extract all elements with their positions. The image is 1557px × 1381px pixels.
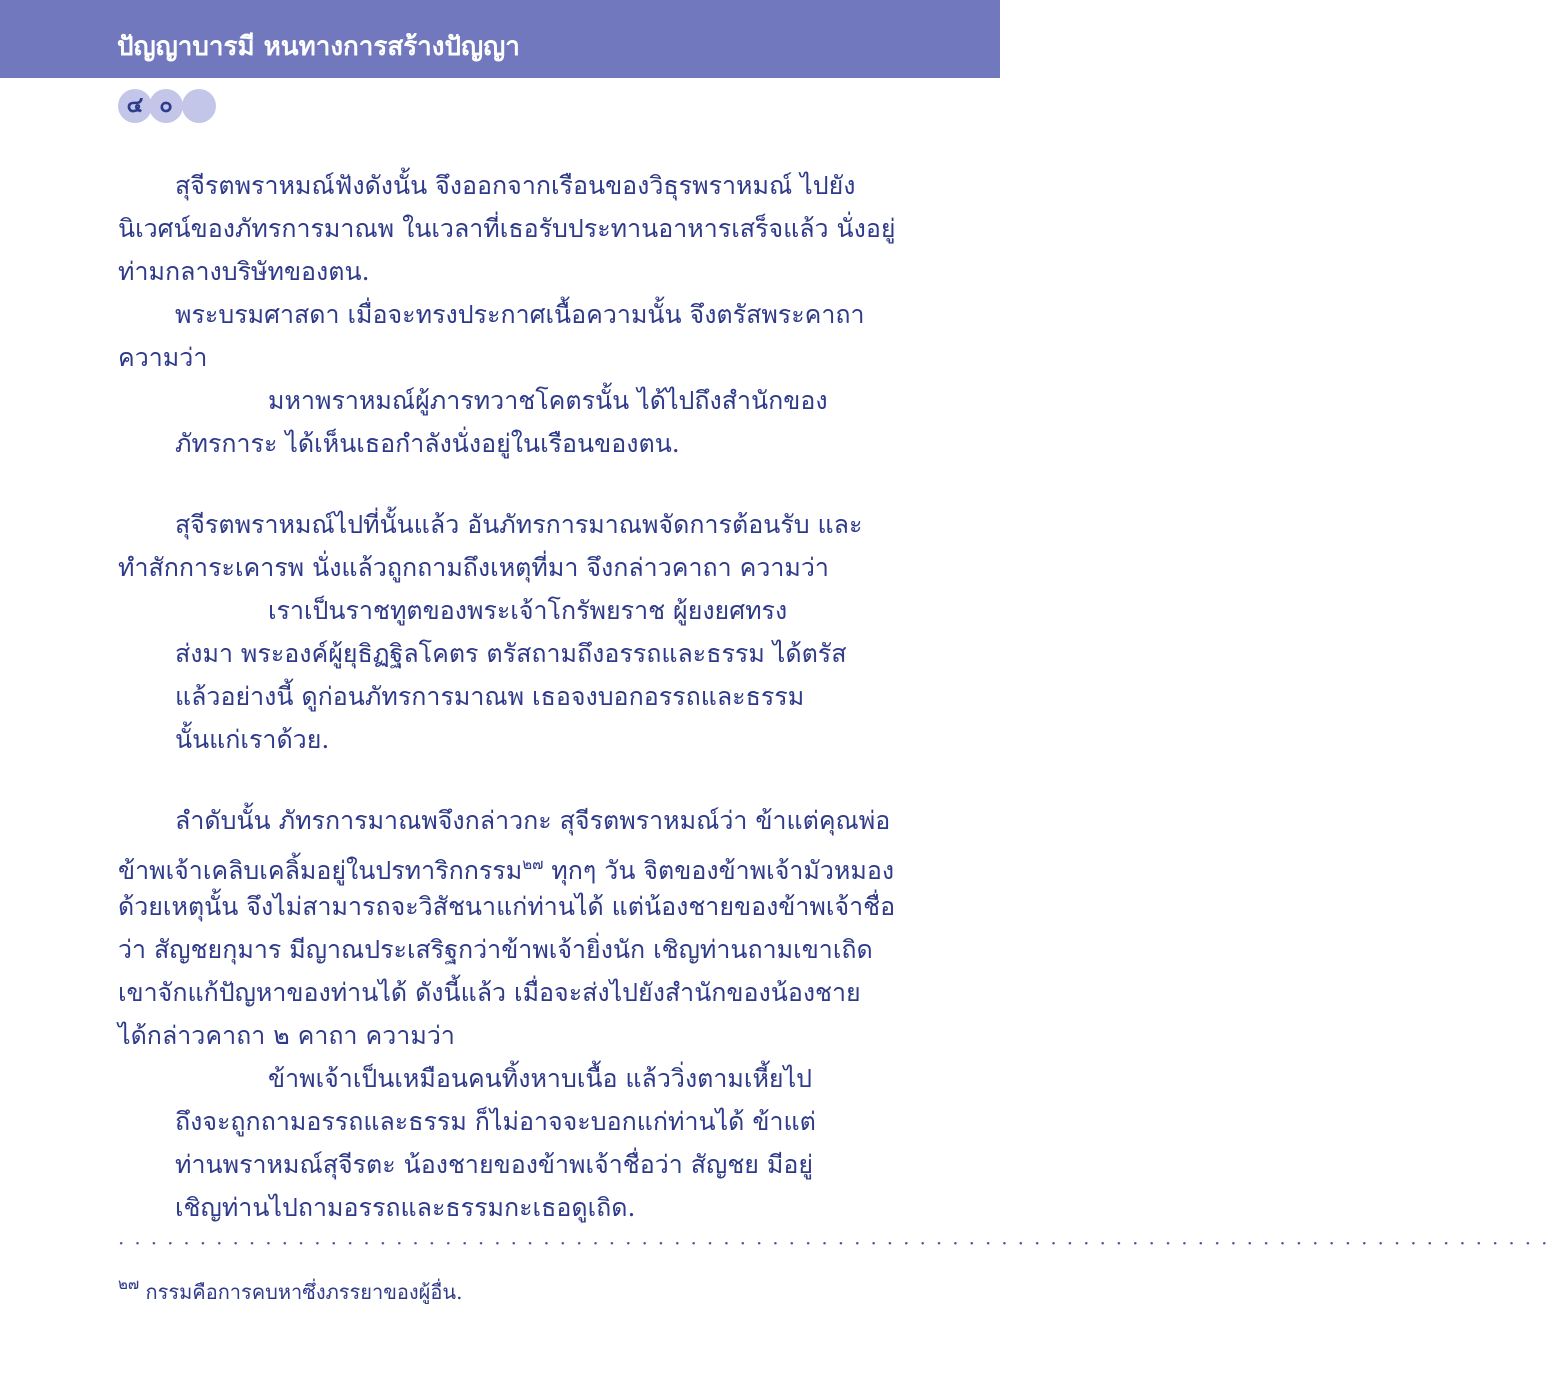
text-segment: ข้าพเจ้าเคลิบเคลิ้มอยู่ในปรทาริกกรรม xyxy=(118,856,523,885)
footnote-reference: ๒๗ xyxy=(522,855,544,873)
quote-line: เชิญท่านไปถามอรรถและธรรมกะเธอดูเถิด. xyxy=(175,1193,636,1222)
text-line: ท่ามกลางบริษัทของตน. xyxy=(118,257,370,286)
quote-line: เราเป็นราชทูตของพระเจ้าโกรัพยราช ผู้ยงยศทรง xyxy=(268,596,788,625)
text-line: ความว่า xyxy=(118,343,208,372)
text-line: ว่า สัญชยกุมาร มีญาณประเสริฐกว่าข้าพเจ้ายิ่งนัก เชิญท่านถามเขาเถิด xyxy=(118,935,873,964)
text-line: ทำสักการะเคารพ นั่งแล้วถูกถามถึงเหตุที่มา จึงกล่าวคาถา ความว่า xyxy=(118,553,829,582)
book-title: ปัญญาบารมี หนทางการสร้างปัญญา xyxy=(117,32,520,62)
footnote xyxy=(118,1270,462,1306)
text-line: ด้วยเหตุนั้น จึงไม่สามารถจะวิสัชนาแก่ท่านได้ แต่น้องชายของข้าพเจ้าชื่อ xyxy=(118,892,896,921)
text-line: สุจีรตพราหมณ์ไปที่นั้นแล้ว อันภัทรการมาณพจัดการต้อนรับ และ xyxy=(175,510,863,539)
quote-line: ส่งมา พระองค์ผู้ยุธิฏฐิลโคตร ตรัสถามถึงอรรถและธรรม ได้ตรัส xyxy=(175,639,847,668)
quote-line: ถึงจะถูกถามอรรถและธรรม ก็ไม่อาจจะบอกแก่ท่านได้ ข้าแต่ xyxy=(175,1107,816,1136)
text-line: สุจีรตพราหมณ์ฟังดังนั้น จึงออกจากเรือนของวิธุรพราหมณ์ ไปยัง xyxy=(175,171,856,200)
text-segment: ทุกๆ วัน จิตของข้าพเจ้ามัวหมอง xyxy=(543,856,895,885)
footnote-marker: ๒๗ xyxy=(118,1275,140,1293)
quote-line: แล้วอย่างนี้ ดูก่อนภัทรการมาณพ เธอจงบอกอรรถและธรรม xyxy=(175,682,805,711)
text-line: นิเวศน์ของภัทรการมาณพ ในเวลาที่เธอรับประทานอาหารเสร็จแล้ว นั่งอยู่ xyxy=(118,214,896,243)
quote-line: ภัทรการะ ได้เห็นเธอกำลังนั่งอยู่ในเรือนของตน. xyxy=(175,429,680,458)
footnote-separator: ························································································ xyxy=(118,1231,1557,1255)
text-line: พระบรมศาสดา เมื่อจะทรงประกาศเนื้อความนั้น จึงตรัสพระคาถา xyxy=(175,300,865,329)
text-line: ลำดับนั้น ภัทรการมาณพจึงกล่าวกะ สุจีรตพราหมณ์ว่า ข้าแต่คุณพ่อ xyxy=(175,806,891,835)
text-line: เขาจักแก้ปัญหาของท่านได้ ดังนี้แล้ว เมื่อจะส่งไปยังสำนักของน้องชาย xyxy=(118,978,861,1007)
quote-line: นั้นแก่เราด้วย. xyxy=(175,725,330,754)
quote-line: ข้าพเจ้าเป็นเหมือนคนทิ้งหาบเนื้อ แล้ววิ่งตามเหี้ยไป xyxy=(268,1064,813,1093)
text-line: ได้กล่าวคาถา ๒ คาถา ความว่า xyxy=(118,1021,455,1050)
quote-line: มหาพราหมณ์ผู้ภารทวาชโคตรนั้น ได้ไปถึงสำนักของ xyxy=(268,386,828,415)
text-line-with-footnote xyxy=(118,844,894,891)
page-digit-2: ๐ xyxy=(149,89,183,123)
footnote-text: กรรมคือการคบหาซึ่งภรรยาของผู้อื่น. xyxy=(145,1280,463,1304)
page-number-decoration xyxy=(182,89,216,123)
page-number xyxy=(118,89,213,123)
page-digit-1: ๔ xyxy=(118,89,152,123)
quote-line: ท่านพราหมณ์สุจีรตะ น้องชายของข้าพเจ้าชื่อว่า สัญชย มีอยู่ xyxy=(175,1150,814,1179)
